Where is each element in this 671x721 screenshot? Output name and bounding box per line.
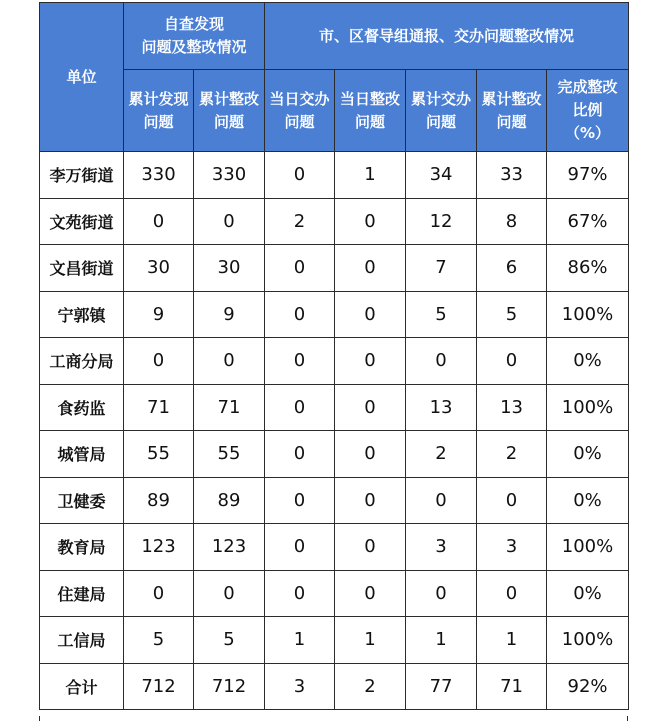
- header-group-self: [124, 3, 265, 70]
- cell-value: 5: [124, 617, 194, 664]
- cell-value: 6: [477, 245, 547, 292]
- cell-value: 3: [406, 524, 477, 571]
- cell-value: 77: [406, 663, 477, 710]
- table-row: [40, 617, 629, 664]
- cell-value: 1: [265, 617, 335, 664]
- cell-value: 8: [477, 198, 547, 245]
- cell-value: 100%: [547, 617, 629, 664]
- header-group-city: [265, 3, 629, 70]
- table-row: [40, 152, 629, 199]
- cell-value: 123: [194, 524, 265, 571]
- table-row: [40, 245, 629, 292]
- cell-value: 55: [194, 431, 265, 478]
- cell-value: 0%: [547, 338, 629, 385]
- cell-value: 7: [406, 245, 477, 292]
- cell-value: 0: [265, 570, 335, 617]
- cell-value: 330: [124, 152, 194, 199]
- table-row-total: [40, 663, 629, 710]
- cell-value: 100%: [547, 291, 629, 338]
- cell-value: 712: [124, 663, 194, 710]
- cell-value: 0: [477, 570, 547, 617]
- cell-value: 34: [406, 152, 477, 199]
- cell-value: 0: [265, 384, 335, 431]
- header-unit: [40, 3, 124, 152]
- cell-unit: 李万街道: [40, 152, 124, 199]
- table-row: [40, 338, 629, 385]
- header-col-text: 完成整改: [557, 78, 618, 96]
- cell-value: 67%: [547, 198, 629, 245]
- cell-value: 0%: [547, 431, 629, 478]
- cell-value: 5: [194, 617, 265, 664]
- cell-value: 0: [335, 245, 406, 292]
- cell-value: 3: [265, 663, 335, 710]
- header-col-text: 比例: [572, 101, 603, 119]
- table-row: [40, 570, 629, 617]
- rectification-table: [39, 2, 629, 710]
- cell-value: 0: [335, 570, 406, 617]
- table-row: [40, 524, 629, 571]
- cell-value: 2: [265, 198, 335, 245]
- cell-value: 100%: [547, 524, 629, 571]
- cell-unit: 文苑街道: [40, 198, 124, 245]
- cell-value: 71: [477, 663, 547, 710]
- cell-unit: 住建局: [40, 570, 124, 617]
- table-row: [40, 431, 629, 478]
- table-row: [40, 384, 629, 431]
- cell-value: 1: [335, 617, 406, 664]
- header-col-text: 问题: [143, 112, 174, 131]
- header-col-today-assigned: [265, 70, 335, 152]
- cell-value: 89: [124, 477, 194, 524]
- cell-value: 0: [265, 524, 335, 571]
- cell-value: 0: [124, 198, 194, 245]
- cell-value: 86%: [547, 245, 629, 292]
- header-col-cumulative-rectified: [477, 70, 547, 152]
- cell-value: 123: [124, 524, 194, 571]
- cell-value: 0: [335, 198, 406, 245]
- cell-value: 33: [477, 152, 547, 199]
- cell-value: 2: [477, 431, 547, 478]
- cell-value: 0: [124, 570, 194, 617]
- cell-value: 0: [265, 245, 335, 292]
- header-col-text: 累计发现: [128, 89, 189, 108]
- cell-value: 0: [477, 338, 547, 385]
- table-row: [40, 198, 629, 245]
- cell-unit: 工信局: [40, 617, 124, 664]
- cell-value: 330: [194, 152, 265, 199]
- header-col-text: 问题: [426, 112, 457, 131]
- cell-value: 30: [194, 245, 265, 292]
- cell-value: 0: [124, 338, 194, 385]
- cell-unit: 卫健委: [40, 477, 124, 524]
- header-col-text: 累计交办: [411, 89, 472, 108]
- header-col-text: 问题: [214, 112, 245, 131]
- header-col-text: 问题: [355, 112, 386, 131]
- cell-unit: 工商分局: [40, 338, 124, 385]
- cell-value: 30: [124, 245, 194, 292]
- header-col-completion-ratio: [547, 70, 629, 152]
- cell-value: 92%: [547, 663, 629, 710]
- cell-value: 89: [194, 477, 265, 524]
- cell-value: 55: [124, 431, 194, 478]
- cell-value: 0%: [547, 477, 629, 524]
- cell-value: 0: [406, 338, 477, 385]
- header-col-text: 问题: [496, 112, 527, 131]
- cell-value: 0: [406, 477, 477, 524]
- header-col-text: 当日交办: [269, 89, 330, 108]
- cell-value: 0: [477, 477, 547, 524]
- cell-value: 0: [335, 338, 406, 385]
- header-col-cumulative-fixed: [194, 70, 265, 152]
- header-col-text: 累计整改: [199, 89, 260, 108]
- cell-value: 12: [406, 198, 477, 245]
- header-group-city-label: 市、区督导组通报、交办问题整改情况: [319, 26, 575, 45]
- cell-value: 9: [194, 291, 265, 338]
- cell-value: 0: [265, 338, 335, 385]
- cell-value: 0: [194, 338, 265, 385]
- cell-value: 0: [265, 477, 335, 524]
- header-group-self-line2: 问题及整改情况: [141, 38, 247, 56]
- cell-value: 2: [335, 663, 406, 710]
- cell-value: 5: [406, 291, 477, 338]
- header-col-cumulative-assigned: [406, 70, 477, 152]
- header-col-text: （%）: [565, 124, 611, 142]
- cell-value: 0: [194, 570, 265, 617]
- cell-value: 5: [477, 291, 547, 338]
- cell-value: 0: [406, 570, 477, 617]
- cell-value: 9: [124, 291, 194, 338]
- header-group-self-line1: 自查发现: [164, 15, 225, 33]
- cell-value: 0: [335, 524, 406, 571]
- cell-value: 100%: [547, 384, 629, 431]
- header-col-text: 问题: [284, 112, 315, 131]
- cell-unit: 教育局: [40, 524, 124, 571]
- cell-value: 13: [406, 384, 477, 431]
- table-row: [40, 477, 629, 524]
- cell-value: 0: [335, 291, 406, 338]
- cell-value: 0: [335, 384, 406, 431]
- header-unit-label: 单位: [66, 67, 97, 86]
- cell-value: 0: [265, 431, 335, 478]
- cell-value: 3: [477, 524, 547, 571]
- cell-value: 0: [194, 198, 265, 245]
- cell-unit: 城管局: [40, 431, 124, 478]
- cell-value: 0: [335, 431, 406, 478]
- cell-unit: 宁郭镇: [40, 291, 124, 338]
- cell-value: 0: [335, 477, 406, 524]
- cell-value: 97%: [547, 152, 629, 199]
- cell-unit: 食药监: [40, 384, 124, 431]
- cell-unit: 合计: [40, 663, 124, 710]
- cell-value: 0: [265, 152, 335, 199]
- cell-value: 2: [406, 431, 477, 478]
- cell-value: 1: [406, 617, 477, 664]
- header-col-text: 累计整改: [481, 89, 542, 108]
- cell-value: 1: [477, 617, 547, 664]
- table-row: [40, 291, 629, 338]
- cell-value: 71: [124, 384, 194, 431]
- cell-unit: 文昌街道: [40, 245, 124, 292]
- header-col-text: 当日整改: [340, 89, 401, 108]
- cell-value: 0%: [547, 570, 629, 617]
- table-bottom-strip: [39, 716, 628, 721]
- cell-value: 0: [265, 291, 335, 338]
- header-col-today-fixed: [335, 70, 406, 152]
- cell-value: 71: [194, 384, 265, 431]
- header-col-cumulative-found: [124, 70, 194, 152]
- cell-value: 712: [194, 663, 265, 710]
- cell-value: 1: [335, 152, 406, 199]
- cell-value: 13: [477, 384, 547, 431]
